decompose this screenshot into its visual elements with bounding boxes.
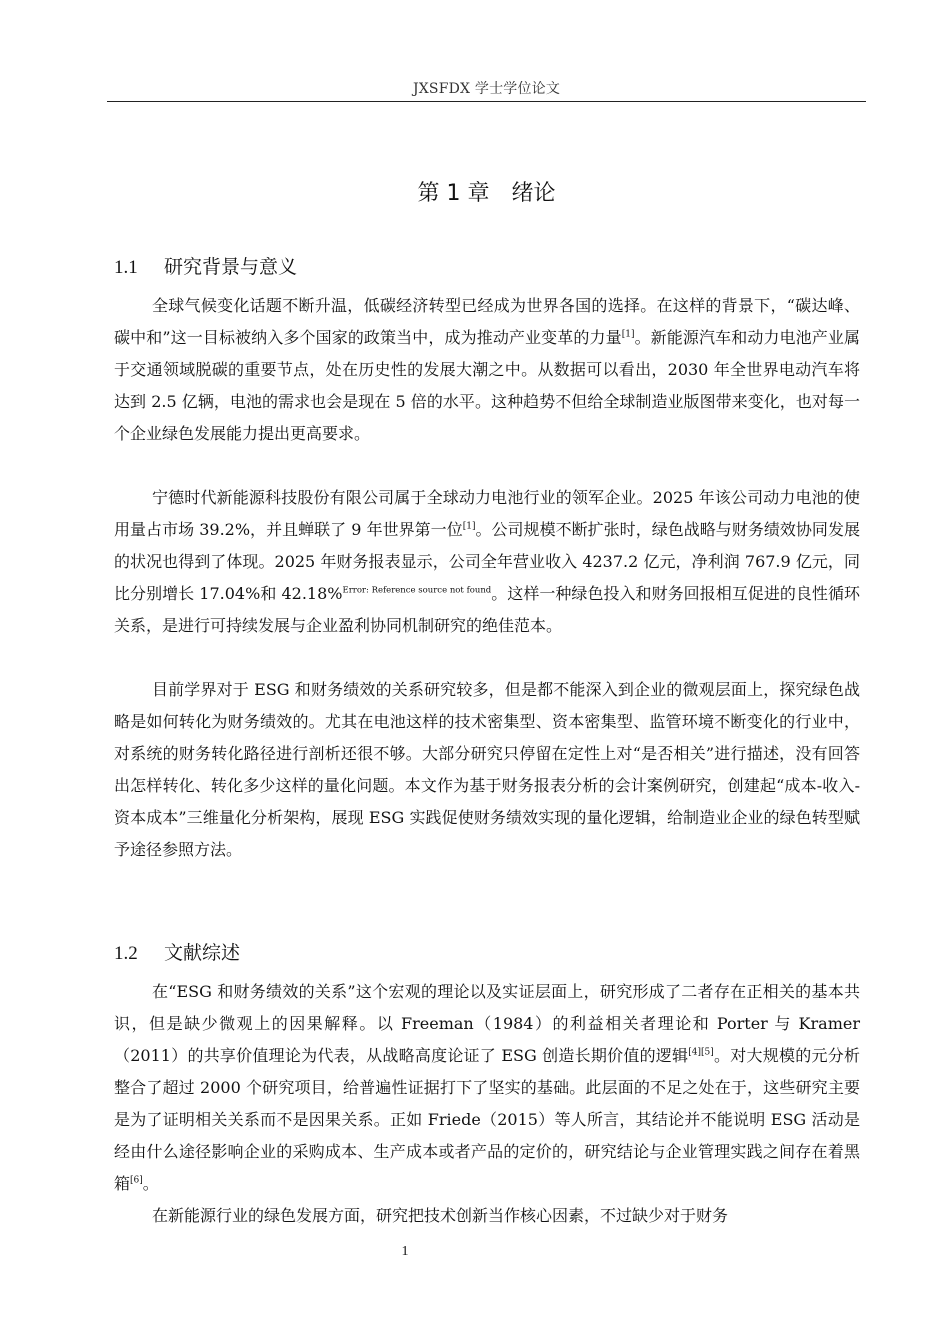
section-title: 文献综述 — [164, 942, 241, 964]
citation-ref[interactable]: [6] — [130, 1175, 143, 1186]
header-rule — [107, 101, 866, 102]
citation-ref[interactable]: [1] — [621, 329, 635, 340]
section-number: 1.2 — [114, 943, 138, 964]
citation-ref[interactable]: [1] — [462, 521, 476, 532]
section-heading-1-1 — [114, 252, 297, 279]
paragraph-significance: 目前学界对于 ESG 和财务绩效的关系研究较多，但是都不能深入到企业的微观层面上，探究绿色战略是如何转化为财务绩效的。尤其在电池这样的技术密集型、资本密集型、监管环境不断变化的行业中，对系统的财务转化路径进行剖析还很不够。大部分研究只停留在定性上对“是否相关”进行描述，没有回答出怎样转化、转化多少这样的量化问题。本文作为基于财务报表分析的会计案例研究，创建起“成本-收入-资本成本”三维量化分析架构，展现 ESG 实践促使财务绩效实现的量化逻辑，给制造业企业的绿色转型赋予途径参照方法。 — [114, 680, 860, 859]
paragraph-literature-2: 在新能源行业的绿色发展方面，研究把技术创新当作核心因素，不过缺少对于财务 — [152, 1206, 729, 1225]
chapter-title: 第 1 章 绪论 — [417, 181, 556, 206]
citation-ref[interactable]: [4][5] — [688, 1047, 714, 1058]
reference-error-note: Error: Reference source not found — [342, 585, 492, 596]
section-number: 1.1 — [114, 257, 138, 278]
running-header: JXSFDX 学士学位论文 — [412, 81, 561, 97]
section-heading-1-2 — [114, 938, 240, 965]
paragraph-background-2: 宁德时代新能源科技股份有限公司属于全球动力电池行业的领军企业。2025 年该公司动力电池的使用量占市场 39.2%，并且蝉联了 9 年世界第一位[1]。公司规模不断扩张时，绿色战略与财务绩效协同发展的状况也得到了体现。2025 年财务报表显示，公司全年营业收入 4237.2 亿元，净利润 767.9 亿元，同比分别增长 17.04%和 42.18%$^{Error: Reference source not found}$。这样一种绿色投入和财务回报相互促进的良性循环关系，是进行可持续发展与企业盈利协同机制研究的绝佳范本。 — [114, 488, 860, 635]
paragraph-background-1: 全球气候变化话题不断升温，低碳经济转型已经成为世界各国的选择。在这样的背景下，“碳达峰、碳中和”这一目标被纳入多个国家的政策当中，成为推动产业变革的力量[1]。新能源汽车和动力电池产业属于交通领域脱碳的重要节点，处在历史性的发展大潮之中。从数据可以看出，2030 年全世界电动汽车将达到 2.5 亿辆，电池的需求也会是现在 5 倍的水平。这种趋势不但给全球制造业版图带来变化，也对每一个企业绿色发展能力提出更高要求。 — [114, 296, 860, 443]
section-title: 研究背景与意义 — [164, 256, 298, 278]
page-number: 1 — [401, 1244, 409, 1259]
paragraph-literature-1: 在“ESG 和财务绩效的关系”这个宏观的理论以及实证层面上，研究形成了二者存在正相关的基本共识，但是缺少微观上的因果解释。以 Freeman（1984）的利益相关者理论和 Porter 与 Kramer（2011）的共享价值理论为代表，从战略高度论证了 ESG 创造长期价值的逻辑[4][5]。对大规模的元分析整合了超过 2000 个研究项目，给普遍性证据打下了坚实的基础。此层面的不足之处在于，这些研究主要是为了证明相关关系而不是因果关系。正如 Friede（2015）等人所言，其结论并不能说明 ESG 活动是经由什么途径影响企业的采购成本、生产成本或者产品的定价的，研究结论与企业管理实践之间存在着黑箱[6]。 — [114, 982, 860, 1193]
